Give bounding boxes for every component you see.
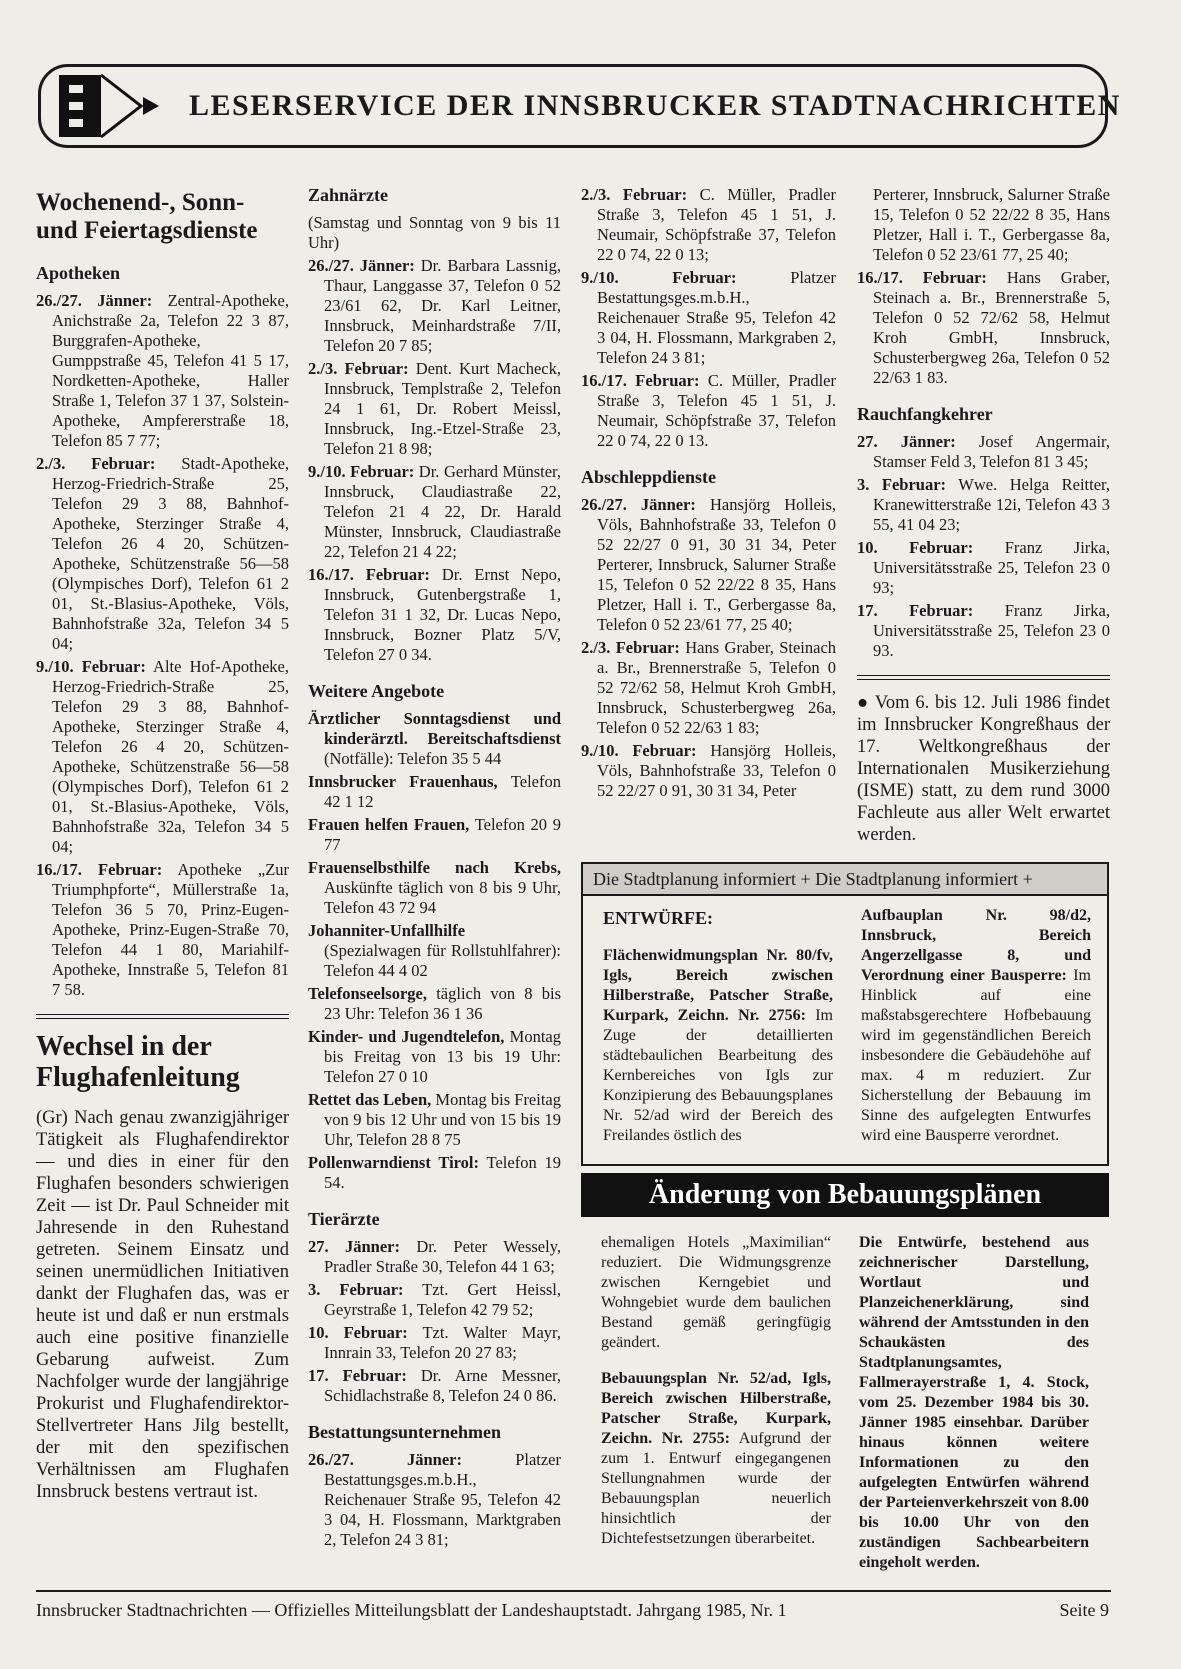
list-item: 9./10. Februar: Dr. Gerhard Münster, Innsbruck, Claudiastraße 22, Telefon 21 4 22, Dr. Harald Münster, Innsbruck, Claudiastraße 22, Telefon 21 4 22; xyxy=(308,462,561,561)
list-item: 3. Februar: Tzt. Gert Heissl, Geyrstraße 1, Telefon 42 79 52; xyxy=(308,1280,561,1319)
plan-notice: Die Entwürfe, bestehend aus zeichnerischer Darstellung, Wortlaut und Planzeichenerklärung, sind während der Amtsstunden in den Schaukästen des Stadtplanungsamtes, Fallmerayerstraße 1, 4. Stock, vom 25. Dezember 1984 bis 30. Jänner 1985 einsehbar. Darüber hinaus können weitere Informationen zu den aufgelegten Entwürfen während der Parteienverkehrszeit von 8.00 bis 10.00 Uhr von den zuständigen Sachbearbeitern eingeholt werden. xyxy=(859,1234,1089,1571)
bestattung-heading: Bestattungsunternehmen xyxy=(308,1422,502,1442)
list-item: 26./27. Jänner: Hansjörg Holleis, Völs, Bahnhofstraße 33, Telefon 0 52 22/27 0 91, 30 31 34, Peter Perterer, Innsbruck, Salurner Straße 15, Telefon 0 52 22/22 8 35, Hans Pletzer, Hall i. T., Gerbergasse 8a, Telefon 0 52 23/61 77, 25 40; xyxy=(581,495,836,634)
list-item: Pollenwarndienst Tirol: Telefon 19 54. xyxy=(308,1153,562,1192)
bebauungsplaene-title: Änderung von Bebauungsplänen xyxy=(581,1173,1109,1217)
notice: ● Vom 6. bis 12. Juli 1986 findet im Innsbrucker Kongreßhaus der 17. Weltkongreßhaus der Internationalen Musikerziehung (ISME) statt, zu dem rund 3000 Fachleute aus aller Welt erwartet werden. xyxy=(857,693,1110,845)
divider xyxy=(857,675,1110,680)
bullet-icon: ● xyxy=(857,693,870,713)
list-item-continuation: Perterer, Innsbruck, Salurner Straße 15, Telefon 0 52 22/22 8 35, Hans Pletzer, Hall i. T., Gerbergasse 8a, Telefon 0 52 23/61 77, 25 40; xyxy=(873,185,1110,264)
list-item: Telefonseelsorge, täglich von 8 bis 23 Uhr: Telefon 36 1 36 xyxy=(308,984,562,1023)
list-item: 2./3. Februar: Hans Graber, Steinach a. Br., Brennerstraße 5, Telefon 0 52 72/62 58, Helmut Kroh GmbH, Innsbruck, Schusterbergweg 26a, Telefon 0 52 22/63 1 83; xyxy=(581,638,837,737)
list-item: Ärztlicher Sonntagsdienst und kinderärztl. Bereitschaftsdienst (Notfälle): Telefon 35 5 44 xyxy=(308,709,561,768)
page-header xyxy=(38,64,1121,148)
list-item: 10. Februar: Tzt. Walter Mayr, Innrain 33, Telefon 20 27 83; xyxy=(308,1323,561,1362)
zahnaerzte-heading: Zahnärzte xyxy=(308,185,388,205)
list-item: Frauen helfen Frauen, Telefon 20 9 77 xyxy=(308,815,561,854)
article-body: (Gr) Nach genau zwanzigjähriger Tätigkeit als Flughafendirektor — und dies in einer für den Flughafen besonders schwierigen Zeit — ist Dr. Paul Schneider mit Jahresende in den Ruhestand getreten. Seinem Einsatz und seinen unermüdlichen Initiativen dankt der Flughafen das, was er heute ist und daß er nun erstmals auch eine positive finanzielle Gebarung aufweist. Zum Nachfolger wurde der langjährige Prokurist und Flughafendirektor-Stellvertreter Hans Jilg bestellt, der mit den spezifischen Verhältnissen am Flughafen Innsbruck bestens vertraut ist. xyxy=(36,1108,289,1502)
lower-right-column xyxy=(859,1233,1089,1576)
list-item: 16./17. Februar: C. Müller, Pradler Straße 3, Telefon 45 1 51, J. Neumair, Schöpfstraße 37, Telefon 22 0 74, 22 0 13. xyxy=(581,371,837,450)
list-item: 3. Februar: Wwe. Helga Reitter, Kranewitterstraße 12i, Telefon 43 3 55, 41 04 23; xyxy=(857,475,1110,534)
list-item: 10. Februar: Franz Jirka, Universitätsstraße 25, Telefon 23 0 93; xyxy=(857,538,1110,597)
abschlepp-heading: Abschleppdienste xyxy=(581,467,717,487)
lower-left-column xyxy=(601,1233,831,1552)
list-item: 16./17. Februar: Hans Graber, Steinach a. Br., Brennerstraße 5, Telefon 0 52 72/62 58, Helmut Kroh GmbH, Innsbruck, Schusterbergweg 26a, Telefon 0 52 22/63 1 83. xyxy=(857,268,1111,387)
list-item: 17. Februar: Franz Jirka, Universitätsstraße 25, Telefon 23 0 93. xyxy=(857,601,1110,660)
plan-item: Bebauungsplan Nr. 52/ad, Igls, Bereich zwischen Hilberstraße, Patscher Straße, Kurpark, Zeichn. Nr. 2755: Aufgrund der zum 1. Entwurf eingegangenen Stellungnahmen wurde der Bebauungsplan neuerlich hinsichtlich der Dichtefestsetzungen überarbeitet. xyxy=(601,1370,831,1547)
column-2 xyxy=(308,185,561,1553)
list-item: Rettet das Leben, Montag bis Freitag von 9 bis 12 Uhr und von 15 bis 19 Uhr, Telefon 28 8 75 xyxy=(308,1090,561,1149)
plan-item: Flächenwidmungsplan Nr. 80/fv, Igls, Bereich zwischen Hilberstraße, Patscher Straße, Kurpark, Zeichn. Nr. 2756: Im Zuge der detaillierten städtebaulichen Bearbeitung des Kernbereiches von Igls zur Konzipierung des Bebauungsplanes Nr. 52/ad wird der Bereich des Freilandes östlich des xyxy=(603,947,833,1144)
list-item: 2./3. Februar: C. Müller, Pradler Straße 3, Telefon 45 1 51, J. Neumair, Schöpfstraße 37, Telefon 22 0 74, 22 0 13; xyxy=(581,185,837,264)
apotheken-heading: Apotheken xyxy=(36,263,121,283)
column-4 xyxy=(857,185,1110,849)
rauchfangkehrer-heading: Rauchfangkehrer xyxy=(857,404,993,424)
list-item: Frauenselbsthilfe nach Krebs, Auskünfte täglich von 8 bis 9 Uhr, Telefon 43 72 94 xyxy=(308,858,561,917)
list-item: 26./27. Jänner: Platzer Bestattungsges.m.b.H., Reichenauer Straße 95, Telefon 42 3 04, H. Flossmann, Marktgraben 2, Telefon 24 3 81; xyxy=(308,1450,561,1549)
tieraerzte-heading: Tierärzte xyxy=(308,1209,380,1229)
list-item: 9./10. Februar: Alte Hof-Apotheke, Herzog-Friedrich-Straße 25, Telefon 29 3 88, Bahnhof-Apotheke, Sterzinger Straße 4, Telefon 26 4 20, Schützen-Apotheke, Schützenstraße 56—58 (Olympisches Dorf), Telefon 61 2 01, St.-Blasius-Apotheke, Völs, Bahnhofstraße 32a, Telefon 34 5 04; xyxy=(36,657,289,856)
weitere-heading: Weitere Angebote xyxy=(308,681,445,701)
list-item: 27. Jänner: Dr. Peter Wessely, Pradler Straße 30, Telefon 44 1 63; xyxy=(308,1237,562,1276)
list-item: Kinder- und Jugendtelefon, Montag bis Freitag von 13 bis 19 Uhr: Telefon 27 0 10 xyxy=(308,1027,561,1086)
list-item: 2./3. Februar: Dent. Kurt Macheck, Innsbruck, Templstraße 2, Telefon 24 1 61, Dr. Robert Meissl, Innsbruck, Ing.-Etzel-Straße 23, Telefon 21 8 98; xyxy=(308,359,562,458)
section-title: Wochenend-, Sonn- und Feiertagsdienste xyxy=(36,189,258,244)
footer-text: Innsbrucker Stadtnachrichten — Offizielles Mitteilungsblatt der Landeshauptstadt. Jahrgang 1985, Nr. 1 xyxy=(36,1600,787,1620)
list-item: 16./17. Februar: Dr. Ernst Nepo, Innsbruck, Gutenbergstraße 1, Telefon 31 1 32, Dr. Lucas Nepo, Innsbruck, Bozner Platz 5/V, Telefon 27 0 34. xyxy=(308,565,561,664)
logo-arrow-icon xyxy=(55,73,171,139)
list-item: 26./27. Jänner: Dr. Barbara Lassnig, Thaur, Langgasse 37, Telefon 0 52 23/61 62, Dr. Karl Leitner, Innsbruck, Meinhardstraße 7/II, Telefon 20 7 85; xyxy=(308,256,561,355)
column-3 xyxy=(581,185,836,804)
plan-text: ehemaligen Hotels „Maximilian“ reduziert. Die Widmungsgrenze zwischen Kerngebiet und Wohngebiet wurde dem baulichen Bestand gemäß geringfügig geändert. xyxy=(601,1234,831,1351)
list-item: Innsbrucker Frauenhaus, Telefon 42 1 12 xyxy=(308,772,561,811)
article-title: Wechsel in der Flughafenleitung xyxy=(36,1031,240,1093)
list-item: 17. Februar: Dr. Arne Messner, Schidlachstraße 8, Telefon 24 0 86. xyxy=(308,1366,561,1405)
list-item: Johanniter-Unfallhilfe (Spezialwagen für Rollstuhlfahrer): Telefon 44 4 02 xyxy=(308,921,561,980)
plan-item: Aufbauplan Nr. 98/d2, Innsbruck, Bereich Angerzellgasse 8, und Verordnung einer Bausperre: Im Hinblick auf eine maßstabsgerechtere Hofbebauung wird im gegenständlichen Bereich insbesondere die Gebäudehöhe auf max. 4 m reduziert. Zur Sicherstellung der Bebauung im Sinne des aufgelegten Entwurfes wird eine Bausperre verordnet. xyxy=(861,907,1091,1144)
list-item: 27. Jänner: Josef Angermair, Stamser Feld 3, Telefon 81 3 45; xyxy=(857,432,1111,471)
list-item: 9./10. Februar: Hansjörg Holleis, Völs, Bahnhofstraße 33, Telefon 0 52 22/27 0 91, 30 31 34, Peter xyxy=(581,741,837,800)
stadtplanung-banner: Die Stadtplanung informiert + Die Stadtplanung informiert + xyxy=(583,864,1107,896)
list-item: 26./27. Jänner: Zentral-Apotheke, Anichstraße 2a, Telefon 22 3 87, Burggrafen-Apotheke, Gumppstraße 45, Telefon 41 5 17, Nordketten-Apotheke, Haller Straße 1, Telefon 37 1 37, Solstein-Apotheke, Ampfererstraße 18, Telefon 85 7 77; xyxy=(36,291,289,450)
list-item: 9./10. Februar: Platzer Bestattungsges.m.b.H., Reichenauer Straße 95, Telefon 42 3 04, H. Flossmann, Markgraben 2, Telefon 24 3 81; xyxy=(581,268,837,367)
stadtplanung-box xyxy=(581,862,1109,1166)
zahnaerzte-note: (Samstag und Sonntag von 9 bis 11 Uhr) xyxy=(308,213,561,252)
divider xyxy=(36,1014,289,1019)
footer-rule xyxy=(36,1590,1111,1592)
list-item: 16./17. Februar: Apotheke „Zur Triumphpforte“, Müllerstraße 1a, Telefon 36 5 70, Prinz-Eugen-Apotheke, Prinz-Eugen-Straße 70, Telefon 44 1 80, Mariahilf-Apotheke, Innstraße 5, Telefon 81 7 58. xyxy=(36,860,290,999)
column-1 xyxy=(36,185,289,1506)
list-item: 2./3. Februar: Stadt-Apotheke, Herzog-Friedrich-Straße 25, Telefon 29 3 88, Bahnhof-Apotheke, Sterzinger Straße 4, Telefon 26 4 20, Schützen-Apotheke, Schützenstraße 56—58 (Olympisches Dorf), Telefon 61 2 01, St.-Blasius-Apotheke, Völs, Bahnhofstraße 32a, Telefon 34 5 04; xyxy=(36,454,290,653)
header-title: LESERSERVICE DER INNSBRUCKER STADTNACHRICHTEN xyxy=(189,89,1121,122)
page-number: Seite 9 xyxy=(1059,1600,1109,1620)
entwuerfe-heading: ENTWÜRFE: xyxy=(603,908,714,928)
